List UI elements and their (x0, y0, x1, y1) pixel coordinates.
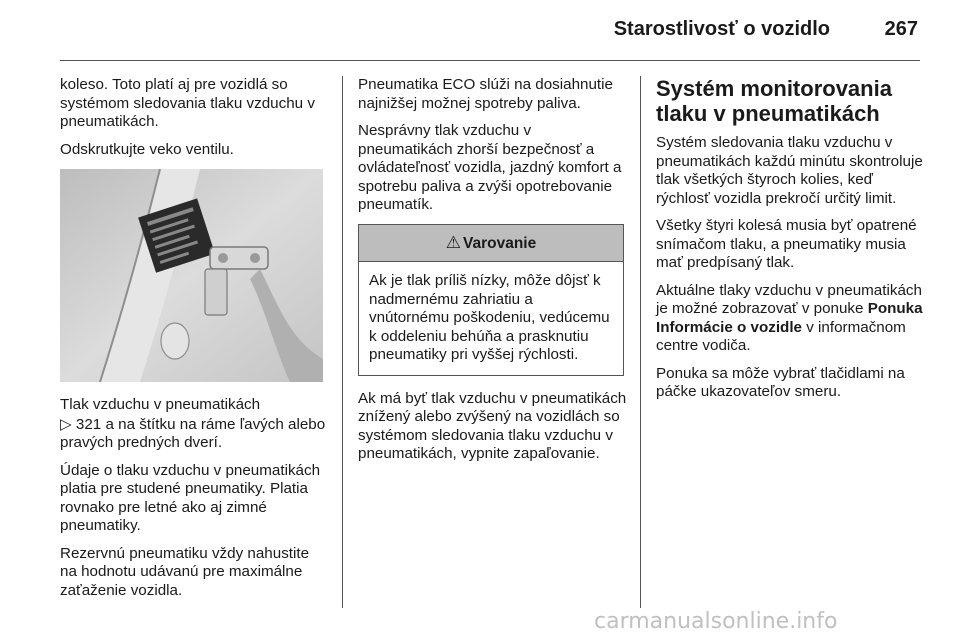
cross-reference-arrow-icon: ▷ (60, 414, 72, 433)
paragraph: Ponuka sa môže vybrať tlačidlami na páčke ukazovateľov smeru. (656, 364, 905, 400)
menu-name-bold: Ponuka Informácie o vozidle (656, 300, 923, 336)
column-right (656, 76, 926, 411)
paragraph: Údaje o tlaku vzduchu v pneumatikách platia pre studené pneumatiky. Platia rovnako pre letné ako aj zimné pneumatiky. (60, 461, 321, 534)
header-divider (60, 60, 920, 61)
column-middle (358, 76, 628, 473)
warning-triangle-icon: ⚠ (445, 232, 461, 252)
paragraph: Pneumatika ECO slúži na dosiahnutie najnižšej možnej spotreby paliva. (358, 76, 613, 112)
paragraph: Rezervnú pneumatiku vždy nahustite na hodnotu udávanú pre maximálne zaťaženie vozidla. (60, 544, 310, 599)
paragraph: Aktuálne tlaky vzduchu v pneumatikách je možné zobrazovať v ponuke Ponuka Informácie o vozidle v informačnom centre vodiča. (656, 281, 923, 354)
paragraph: koleso. Toto platí aj pre vozidlá so systémom sledovania tlaku vzduchu v pneumatikách. (60, 76, 315, 130)
page-header-title: Starostlivosť o vozidlo (613, 18, 830, 40)
paragraph: Systém sledovania tlaku vzduchu v pneumatikách každú minútu skontroluje tlak všetkých štyroch kolies, keď rýchlosť vozidla prekročí určitý limit. (656, 134, 923, 207)
door-frame-tire-label-photo (60, 169, 323, 382)
paragraph: Tlak vzduchu v pneumatikách ▷ 321 a na štítku na ráme ľavých alebo pravých predných dverí. (60, 396, 326, 451)
column-left (60, 76, 330, 609)
paragraph: Všetky štyri kolesá musia byť opatrené snímačom tlaku, a pneumatiky musia mať predpísaný tlak. (656, 217, 917, 271)
paragraph: Odskrutkujte veko ventilu. (60, 140, 234, 158)
watermark-text: carmanualsonline.info (594, 609, 838, 634)
column-divider-2 (640, 76, 641, 608)
warning-box (358, 224, 624, 376)
column-divider-1 (342, 76, 343, 608)
paragraph: Nesprávny tlak vzduchu v pneumatikách zhorší bezpečnosť a ovládateľnosť vozidla, jazdný komfort a spotrebu paliva a zvýši opotrebovanie pneumatík. (358, 122, 622, 213)
warning-header (359, 225, 623, 263)
page-number: 267 (884, 18, 918, 40)
warning-title: Varovanie (463, 234, 537, 252)
paragraph: Ak má byť tlak vzduchu v pneumatikách znížený alebo zvýšený na vozidlách so systémom sledovania tlaku vzduchu v pneumatikách, vypnite zapaľovanie. (358, 389, 627, 462)
door-frame-illustration (60, 169, 323, 382)
warning-text: Ak je tlak príliš nízky, môže dôjsť k nadmernému zahriatiu a vnútornému poškodeniu, vedúcemu k oddeleniu behúňa a prasknutiu pneumatiky pri vyššej rýchlosti. (369, 272, 610, 363)
section-title: Systém monitorovania tlaku v pneumatikách (656, 76, 892, 126)
